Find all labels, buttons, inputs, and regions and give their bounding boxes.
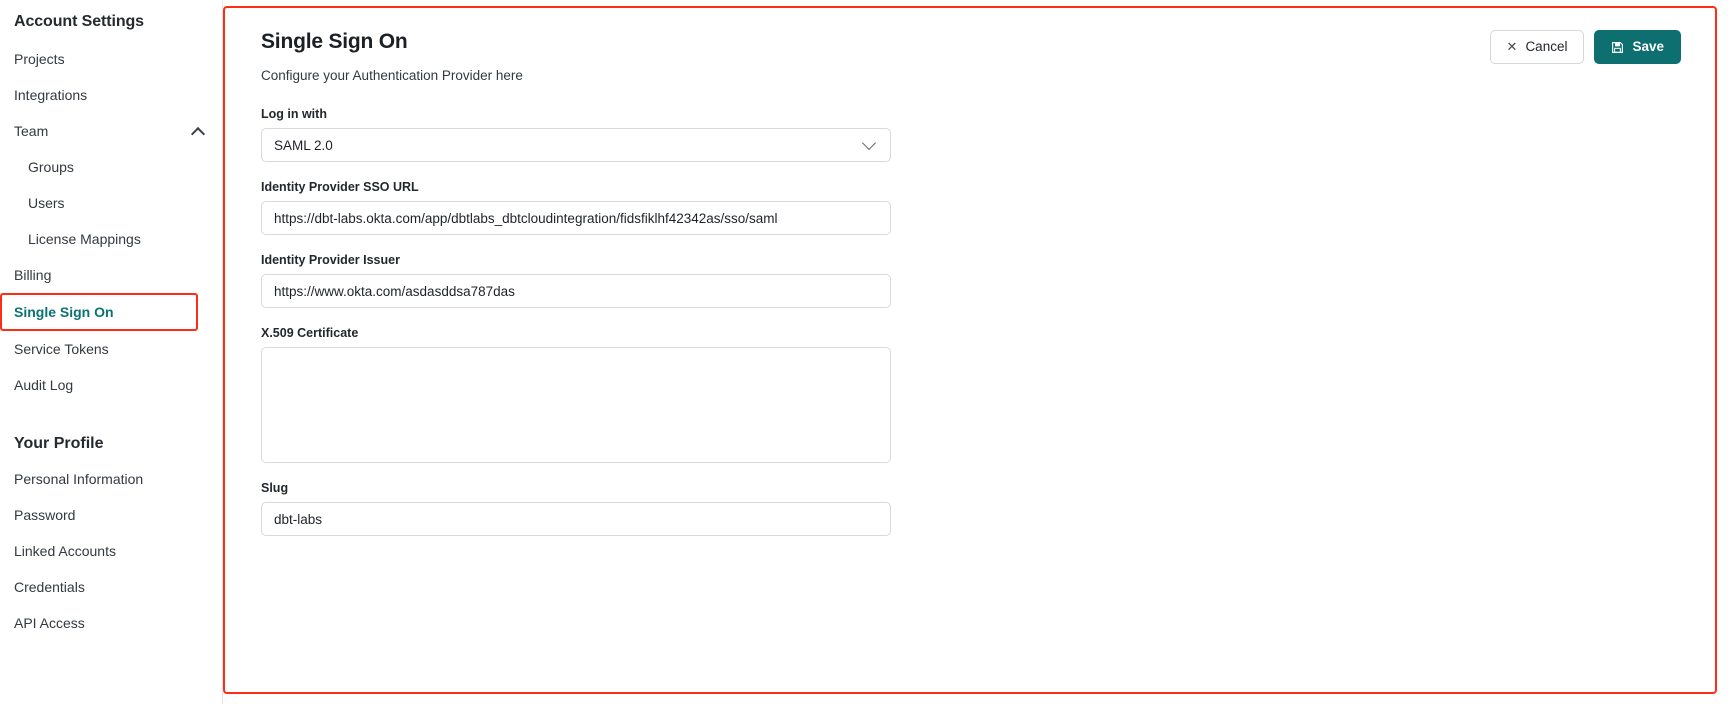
sidebar-item-credentials[interactable]: Credentials (14, 579, 85, 595)
chevron-down-icon (862, 135, 876, 149)
field-issuer (261, 253, 1691, 308)
sidebar-item-users[interactable]: Users (28, 195, 65, 211)
sidebar-title: Account Settings (14, 13, 144, 30)
sidebar-spacer (0, 403, 222, 425)
sso-form (261, 107, 1691, 536)
save-disk-icon (1611, 41, 1624, 54)
sidebar-group-team[interactable] (0, 113, 222, 149)
sidebar-item-single-sign-on[interactable]: Single Sign On (0, 293, 198, 331)
page-subtitle: Configure your Authentication Provider here (261, 68, 523, 83)
sso-url-input[interactable] (261, 201, 891, 235)
sso-url-label: Identity Provider SSO URL (261, 180, 419, 194)
sidebar-item-service-tokens[interactable]: Service Tokens (14, 341, 109, 357)
certificate-label: X.509 Certificate (261, 326, 359, 340)
issuer-input[interactable] (261, 274, 891, 308)
sidebar-item-personal-information[interactable]: Personal Information (14, 471, 144, 487)
field-sso-url (261, 180, 1691, 235)
panel-heading-block (249, 26, 523, 83)
certificate-textarea[interactable] (261, 347, 891, 463)
page-title: Single Sign On (261, 30, 408, 53)
sidebar-item-linked-accounts[interactable]: Linked Accounts (14, 543, 116, 559)
sidebar-item-projects[interactable]: Projects (14, 51, 65, 67)
save-button-label: Save (1632, 39, 1664, 54)
sso-settings-panel (223, 6, 1717, 694)
chevron-up-icon[interactable] (192, 124, 206, 138)
sidebar (0, 0, 223, 704)
slug-input[interactable] (261, 502, 891, 536)
issuer-label: Identity Provider Issuer (261, 253, 400, 267)
sidebar-item-license-mappings[interactable]: License Mappings (28, 231, 141, 247)
field-slug (261, 481, 1691, 536)
sidebar-item-groups[interactable]: Groups (28, 159, 74, 175)
sidebar-item-integrations[interactable]: Integrations (14, 87, 88, 103)
login-with-value: SAML 2.0 (274, 137, 333, 153)
sidebar-group-team-label: Team (14, 123, 49, 139)
sidebar-section-your-profile: Your Profile (14, 435, 104, 452)
close-icon: ✕ (1506, 39, 1518, 54)
panel-actions (1490, 30, 1681, 64)
field-login-with (261, 107, 1691, 162)
save-button[interactable] (1594, 30, 1681, 64)
panel-header (249, 26, 1691, 83)
main-wrapper (223, 0, 1733, 704)
cancel-button-label: Cancel (1525, 39, 1568, 54)
cancel-button[interactable] (1490, 30, 1585, 64)
login-with-label: Log in with (261, 107, 327, 121)
login-with-select[interactable] (261, 128, 891, 162)
field-certificate (261, 326, 1691, 463)
sidebar-item-audit-log[interactable]: Audit Log (14, 377, 74, 393)
sidebar-item-password[interactable]: Password (14, 507, 76, 523)
sidebar-item-api-access[interactable]: API Access (14, 615, 85, 631)
sidebar-item-billing[interactable]: Billing (14, 267, 52, 283)
slug-label: Slug (261, 481, 289, 495)
